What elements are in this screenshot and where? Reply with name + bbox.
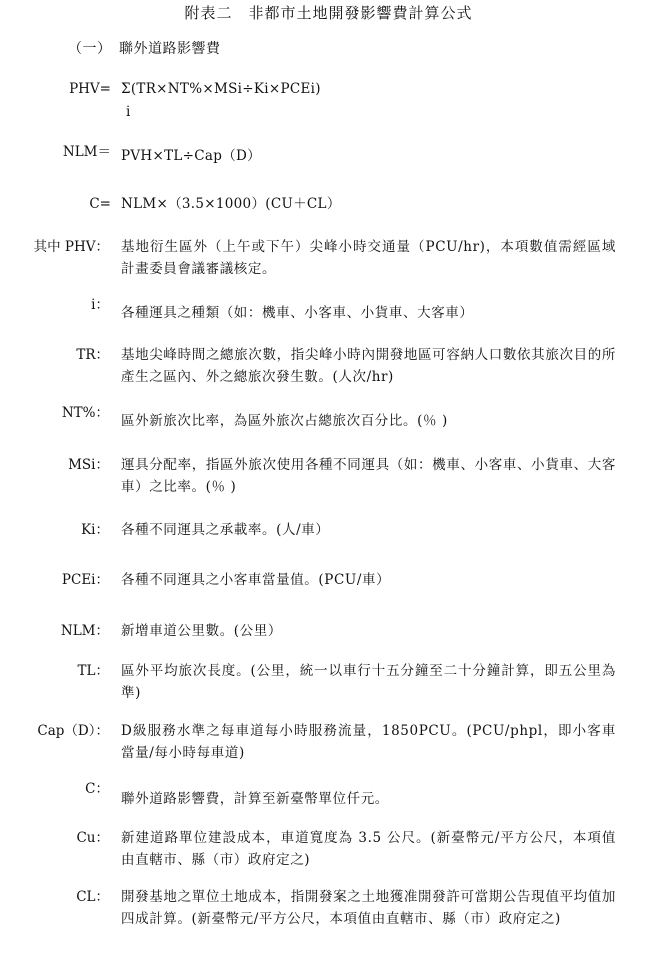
formula-nlm-label: NLM＝	[62, 144, 111, 160]
document-title: 附表二 非都市土地開發影響費計算公式	[184, 4, 473, 22]
definition-label: C：	[85, 781, 109, 797]
definition-label: CL：	[76, 889, 109, 905]
definition-label: NT%：	[61, 405, 109, 421]
definition-text: D級服務水準之每車道每小時服務流量，1850PCU。(PCU/phpl，即小客車當量/每小時每車道)	[121, 723, 616, 761]
formula-nlm-expression: PVH×TL÷Cap（D）	[121, 148, 261, 164]
definition-text: 區外新旅次比率，為區外旅次占總旅次百分比。(％ )	[121, 413, 448, 429]
definition-label: TR：	[76, 347, 109, 363]
definition-label: TL：	[77, 663, 109, 679]
definition-text: 基地衍生區外（上午或下午）尖峰小時交通量（PCU/hr)，本項數值需經區域計畫委員會議審議核定。	[121, 239, 616, 277]
definition-label: NLM：	[60, 623, 109, 639]
formula-c-label: C=	[89, 196, 111, 212]
definition-text: 各種運具之種類（如：機車、小客車、小貨車、大客車）	[121, 305, 474, 321]
definition-text: 新增車道公里數。(公里）	[121, 623, 282, 639]
formula-c-expression: NLM×（3.5×1000）(CU＋CL）	[121, 196, 341, 212]
formula-phv-subscript: i	[126, 104, 131, 120]
definition-text: 新建道路單位建設成本，車道寬度為 3.5 公尺。(新臺幣元/平方公尺，本項值由直轄市、縣（市）政府定之)	[121, 830, 616, 868]
definition-label: PCEi：	[61, 572, 109, 588]
definition-text: 基地尖峰時間之總旅次數，指尖峰小時內開發地區可容納人口數依其旅次目的所產生之區內、外之總旅次發生數。(人次/hr)	[121, 347, 616, 385]
section-heading: （一） 聯外道路影響費	[68, 41, 221, 57]
definition-label: Cap（D）：	[37, 723, 109, 739]
definition-label: i：	[91, 297, 109, 313]
definition-text: 開發基地之單位土地成本，指開發案之土地獲准開發許可當期公告現值平均值加四成計算。(新臺幣元/平方公尺，本項值由直轄市、縣（市）政府定之)	[121, 889, 616, 927]
definition-text: 各種不同運具之承載率。(人/車）	[121, 522, 330, 538]
formula-phv-expression: Σ(TR×NT%×MSi÷Ki×PCEi)	[121, 81, 321, 97]
definition-text: 各種不同運具之小客車當量值。(PCU/車）	[121, 572, 391, 588]
definition-label: Ki：	[81, 522, 109, 538]
formula-phv-label: PHV=	[69, 81, 111, 97]
definition-label: MSi：	[68, 457, 109, 473]
definition-label: 其中 PHV：	[33, 239, 109, 255]
definition-text: 聯外道路影響費，計算至新臺幣單位仟元。	[121, 791, 389, 807]
definition-text: 區外平均旅次長度。(公里，統一以車行十五分鐘至二十分鐘計算，即五公里為準)	[121, 663, 616, 701]
definition-label: Cu：	[76, 830, 109, 846]
definition-text: 運具分配率，指區外旅次使用各種不同運具（如：機車、小客車、小貨車、大客車）之比率。(％ )	[121, 457, 616, 495]
